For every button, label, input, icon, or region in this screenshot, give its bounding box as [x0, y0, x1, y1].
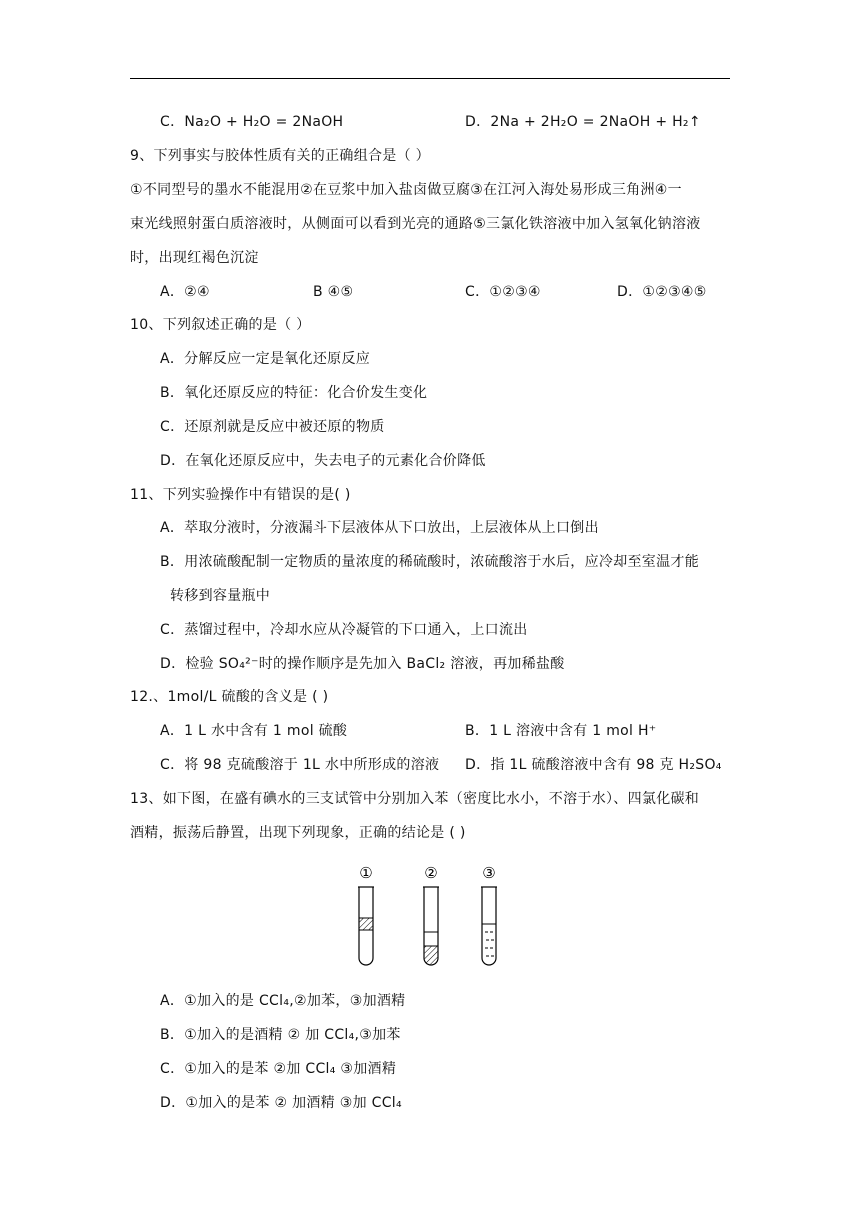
- q13-option-a: A．①加入的是 CCl₄,②加苯，③加酒精: [160, 993, 406, 1009]
- tube-1-colored-layer: [360, 918, 373, 930]
- q12-option-c: C．将 98 克硫酸溶于 1L 水中所形成的溶液: [160, 757, 440, 773]
- test-tube-3: [481, 864, 497, 965]
- q12-option-d: D．指 1L 硫酸溶液中含有 98 克 H₂SO₄: [465, 757, 722, 773]
- q10-option-d: D．在氧化还原反应中，失去电子的元素化合价降低: [160, 453, 486, 469]
- q12-option-a: A．1 L 水中含有 1 mol 硫酸: [160, 723, 348, 739]
- q9-option-c: C．①②③④: [465, 284, 541, 300]
- q11-option-c: C．蒸馏过程中，冷却水应从冷凝管的下口通入，上口流出: [160, 622, 528, 638]
- q9-stem: 9、下列事实与胶体性质有关的正确组合是（ ）: [130, 148, 430, 164]
- tube-label-1: ①: [359, 864, 373, 882]
- q10-option-c: C．还原剂就是反应中被还原的物质: [160, 419, 385, 435]
- q9-desc-line2: 束光线照射蛋白质溶液时，从侧面可以看到光亮的通路⑤三氯化铁溶液中加入氢氧化钠溶液: [130, 216, 701, 232]
- q13-option-d: D．①加入的是苯 ② 加酒精 ③加 CCl₄: [160, 1095, 402, 1111]
- q11-option-b-line2: 转移到容量瓶中: [170, 588, 271, 604]
- q9-option-b: B ④⑤: [313, 284, 354, 300]
- q10-stem: 10、下列叙述正确的是（ ）: [130, 317, 311, 333]
- q10-option-b: B．氧化还原反应的特征：化合价发生变化: [160, 385, 428, 401]
- q11-option-b-line1: B．用浓硫酸配制一定物质的量浓度的稀硫酸时，浓硫酸溶于水后，应冷却至室温才能: [160, 554, 700, 570]
- q11-option-d: D．检验 SO₄²⁻时的操作顺序是先加入 BaCl₂ 溶液，再加稀盐酸: [160, 656, 565, 672]
- q13-stem-line2: 酒精，振荡后静置，出现下列现象，正确的结论是 ( ): [130, 825, 466, 841]
- tube-2-colored-layer: [425, 946, 438, 964]
- test-tube-1: [358, 864, 374, 965]
- tube-3-uniform-solution: [485, 932, 494, 956]
- q9-option-a: A．②④: [160, 284, 210, 300]
- q13-option-c: C．①加入的是苯 ②加 CCl₄ ③加酒精: [160, 1061, 397, 1077]
- test-tube-2: [423, 864, 439, 965]
- q12-option-b: B．1 L 溶液中含有 1 mol H⁺: [465, 723, 657, 739]
- q11-option-a: A．萃取分液时，分液漏斗下层液体从下口放出，上层液体从上口倒出: [160, 520, 599, 536]
- test-tubes-figure: [340, 862, 520, 972]
- q9-desc-line3: 时，出现红褐色沉淀: [130, 250, 259, 266]
- q9-option-d: D．①②③④⑤: [617, 284, 707, 300]
- q13-option-b: B．①加入的是酒精 ② 加 CCl₄,③加苯: [160, 1027, 401, 1043]
- q8-option-c: C．Na₂O + H₂O = 2NaOH: [160, 114, 344, 130]
- header-rule: [130, 78, 730, 79]
- q9-desc-line1: ①不同型号的墨水不能混用②在豆浆中加入盐卤做豆腐③在江河入海处易形成三角洲④一: [130, 182, 682, 198]
- q13-stem-line1: 13、如下图，在盛有碘水的三支试管中分别加入苯（密度比水小，不溶于水）、四氯化碳和: [130, 791, 700, 807]
- tube-label-2: ②: [424, 864, 438, 882]
- q11-stem: 11、下列实验操作中有错误的是( ): [130, 487, 351, 503]
- tube-label-3: ③: [482, 864, 496, 882]
- q10-option-a: A．分解反应一定是氧化还原反应: [160, 351, 371, 367]
- q12-stem: 12.、1mol/L 硫酸的含义是 ( ): [130, 689, 329, 705]
- q8-option-d: D．2Na + 2H₂O = 2NaOH + H₂↑: [465, 114, 701, 130]
